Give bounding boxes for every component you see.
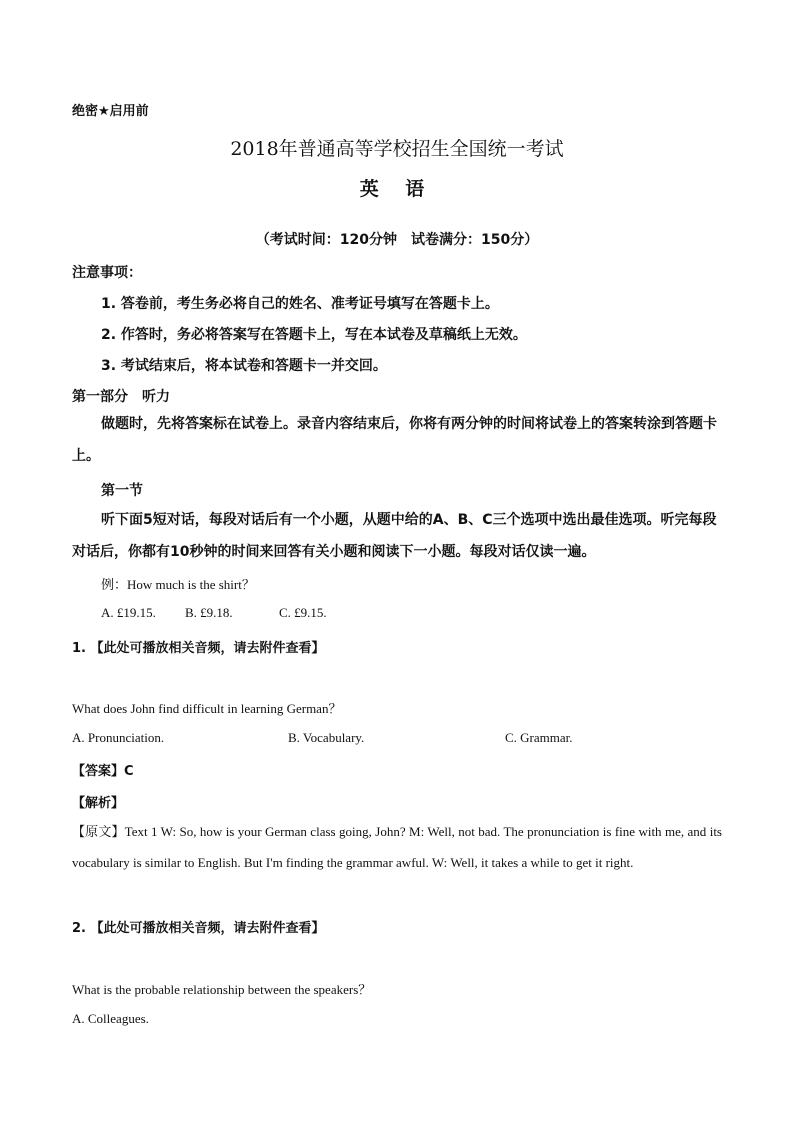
exam-title: 2018年普通高等学校招生全国统一考试 xyxy=(230,138,564,160)
q1-audio-note: 1. 【此处可播放相关音频，请去附件查看】 xyxy=(72,641,325,656)
q1-question: What does John find difficult in learning German？ xyxy=(72,701,342,716)
example-question: 例：How much is the shirt？ xyxy=(101,577,255,592)
secret-mark: 绝密★启用前 xyxy=(72,104,149,119)
section1-instruction: 听下面5短对话，每段对话后有一个小题，从题中给的A、B、C三个选项中选出最佳选项。听完每段对话后，你都有10秒钟的时间来回答有关小题和阅读下一小题。每段对话仅读一遍。 xyxy=(72,512,717,560)
q1-original-text: 【原文】Text 1 W: So, how is your German class going, John? M: Well, not bad. The pronunciation is fine with me, and its vocabulary is similar to English. But I'm finding the grammar awful. W: Well, it takes a while to get it right. xyxy=(72,824,722,870)
exam-time-info: （考试时间：120分钟 试卷满分：150分） xyxy=(255,232,539,248)
notice-item-3: 3. 考试结束后，将本试卷和答题卡一并交回。 xyxy=(101,358,387,374)
example-option-b: B. £9.18. xyxy=(185,605,233,620)
example-option-c: C. £9.15. xyxy=(279,605,327,620)
notice-item-1: 1. 答卷前，考生务必将自己的姓名、准考证号填写在答题卡上。 xyxy=(101,296,499,312)
q2-option-a: A. Colleagues. xyxy=(72,1011,149,1026)
example-option-a: A. £19.15. xyxy=(101,605,156,620)
q1-answer: 【答案】C xyxy=(72,764,134,779)
part1-heading: 第一部分 听力 xyxy=(72,389,170,405)
q2-question: What is the probable relationship between the speakers？ xyxy=(72,982,372,997)
part1-instruction: 做题时，先将答案标在试卷上。录音内容结束后，你将有两分钟的时间将试卷上的答案转涂到答题卡上。 xyxy=(72,416,717,464)
q1-option-c: C. Grammar. xyxy=(505,730,573,745)
q1-analysis-label: 【解析】 xyxy=(72,796,125,811)
q1-option-a: A. Pronunciation. xyxy=(72,730,165,745)
q1-option-b: B. Vocabulary. xyxy=(288,730,365,745)
notice-heading: 注意事项： xyxy=(72,265,142,281)
q2-audio-note: 2. 【此处可播放相关音频，请去附件查看】 xyxy=(72,921,325,936)
exam-subject: 英 语 xyxy=(359,178,435,200)
section1-heading: 第一节 xyxy=(101,483,143,499)
notice-item-2: 2. 作答时，务必将答案写在答题卡上，写在本试卷及草稿纸上无效。 xyxy=(101,327,527,343)
